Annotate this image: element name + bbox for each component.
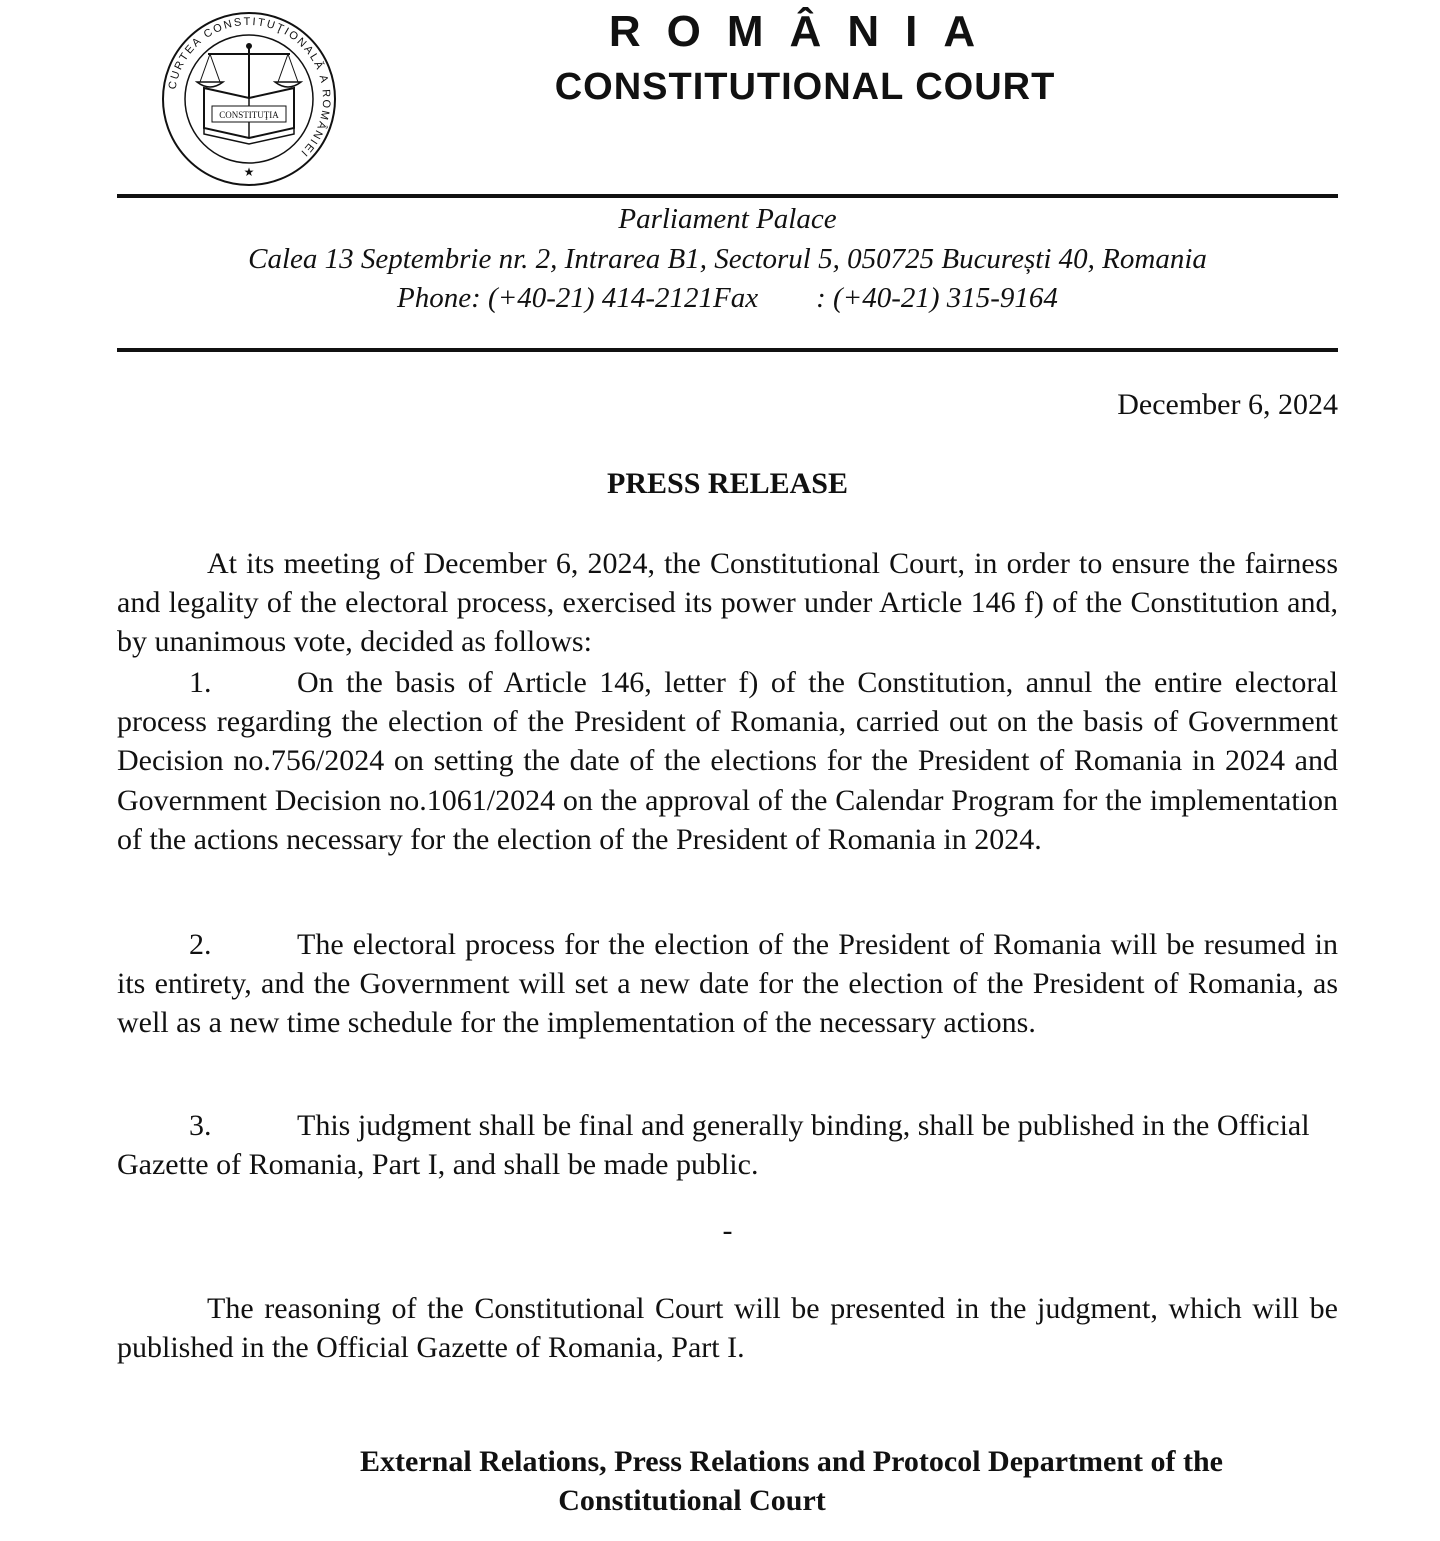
item-text: This judgment shall be final and generally binding, shall be published in the Official Gazette of Romania, Part I, and shall be made public.	[117, 1109, 1310, 1182]
header-bottom-rule	[117, 348, 1338, 352]
seal-ring-text: CURTEA CONSTITUŢIONALĂ A ROMÂNIEI	[166, 15, 333, 160]
header-top-rule	[117, 194, 1338, 198]
release-date: December 6, 2024	[1117, 388, 1338, 421]
item-text: On the basis of Article 146, letter f) of the Constitution, annul the entire electoral process regarding the election of the President of Romania, carried out on the basis of Government Decision no.756/2024 on setting the date of the elections for the President of Romania in 2024 and Government Decision no.1061/2024 on the approval of the Calendar Program for the implementation of the actions necessary for the election of the President of Romania in 2024.	[117, 666, 1338, 856]
item-number: 2.	[189, 928, 212, 961]
item-text: The electoral process for the election of the President of Romania will be resumed in its entirety, and the Government will set a new date for the election of the President of Romania, as well as a new time schedule for the implementation of the necessary actions.	[117, 928, 1338, 1040]
phone-number: Phone: (+40-21) 414-2121Fax	[397, 282, 759, 314]
item-number: 1.	[189, 666, 212, 699]
signature-department: External Relations, Press Relations and Protocol Department of the	[360, 1445, 1223, 1478]
reasoning-paragraph: The reasoning of the Constitutional Court will be presented in the judgment, which will be published in the Official Gazette of Romania, Part I.	[117, 1292, 1338, 1365]
seal-book-text: CONSTITUŢIA	[219, 110, 279, 120]
court-seal	[160, 10, 338, 188]
address-building: Parliament Palace	[618, 203, 837, 235]
signature-court: Constitutional Court	[558, 1484, 826, 1517]
country-heading: ROMÂNIA	[608, 7, 1002, 56]
fax-number: : (+40-21) 315-9164	[816, 282, 1058, 314]
decision-item-1	[117, 663, 1338, 859]
address-street: Calea 13 Septembrie nr. 2, Intrarea B1, Sectorul 5, 050725 București 40, Romania	[248, 243, 1207, 275]
svg-text:★: ★	[243, 165, 255, 179]
section-separator: -	[722, 1214, 733, 1247]
document-title: PRESS RELEASE	[607, 467, 848, 500]
item-number: 3.	[189, 1109, 212, 1142]
intro-paragraph: At its meeting of December 6, 2024, the Constitutional Court, in order to ensure the fairness and legality of the electoral process, exercised its power under Article 146 f) of the Constitution and, by unanimous vote, decided as follows:	[117, 547, 1338, 659]
decision-item-2	[117, 925, 1338, 1043]
court-heading: CONSTITUTIONAL COURT	[554, 66, 1056, 108]
decision-item-3	[117, 1106, 1338, 1184]
address-contact	[117, 279, 1338, 317]
